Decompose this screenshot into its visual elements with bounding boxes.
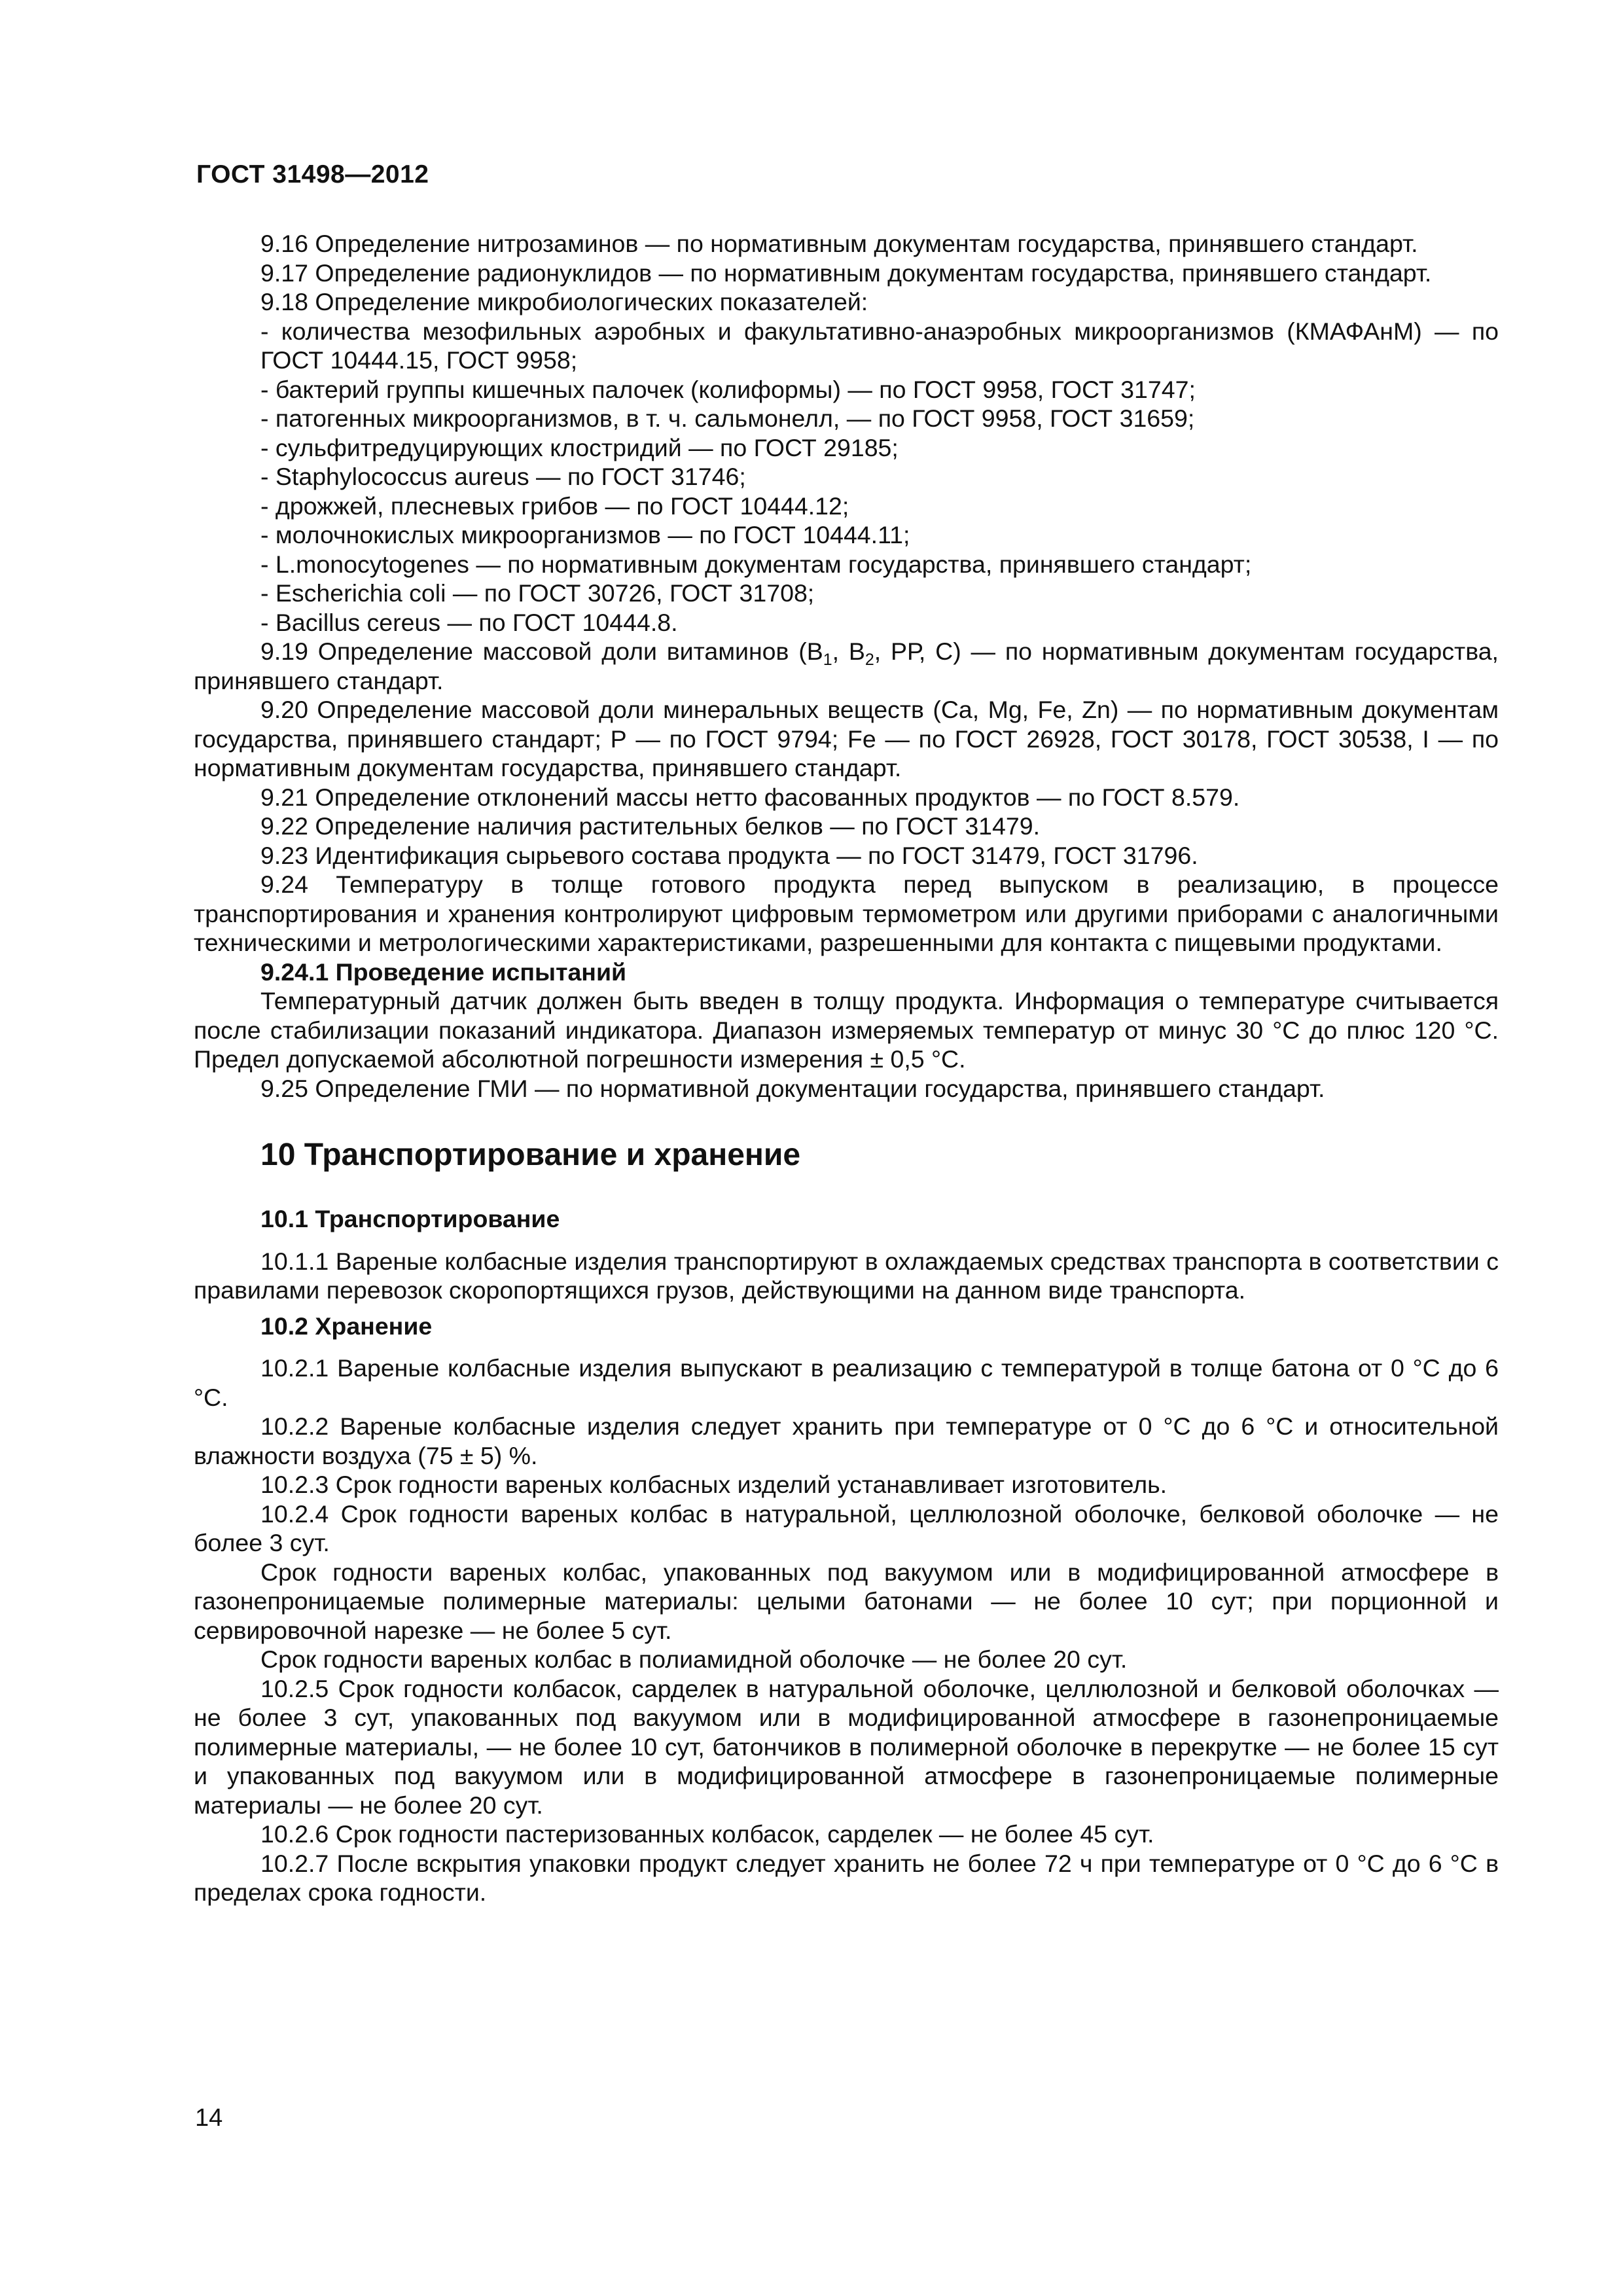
section-10-title: 10 Транспортирование и хранение: [260, 1138, 801, 1172]
list-item: - Staphylococcus aureus — по ГОСТ 31746;: [260, 463, 746, 490]
subscript-2: 2: [865, 651, 874, 669]
paragraph-9-18: 9.18 Определение микробиологических показателей:: [260, 288, 868, 315]
paragraph-10-2-3: 10.2.3 Срок годности вареных колбасных изделий устанавливает изготовитель.: [260, 1471, 1168, 1498]
paragraph-9-17: 9.17 Определение радионуклидов — по нормативным документам государства, принявшего стандарт.: [260, 259, 1432, 287]
paragraph-10-2-2: 10.2.2 Вареные колбасные изделия следует хранить при температуре от 0 °С до 6 °С и относительной влажности воздуха (75 ± 5) %.: [194, 1412, 1499, 1469]
paragraph-9-25: 9.25 Определение ГМИ — по нормативной документации государства, принявшего стандарт.: [260, 1074, 1325, 1102]
paragraph-9-19: [194, 637, 1499, 695]
list-item: - количества мезофильных аэробных и факультативно-анаэробных микроорганизмов (КМАФАнМ) — по ГОСТ 10444.15, ГОСТ 9958;: [260, 317, 1499, 374]
paragraph-10-2-6: 10.2.6 Срок годности пастеризованных колбасок, сарделек — не более 45 сут.: [260, 1820, 1154, 1848]
list-item: - патогенных микроорганизмов, в т. ч. сальмонелл, — по ГОСТ 9958, ГОСТ 31659;: [260, 404, 1195, 432]
paragraph-10-2-4-b: Срок годности вареных колбас, упакованных под вакуумом или в модифицированной атмосфере в газонепроницаемые полимерные материалы: целыми батонами — не более 10 сут; при порционной и сервировочной нарезке — не более 5 сут.: [194, 1558, 1499, 1644]
paragraph-9-19-part-c: , РР, С) — по нормативным документам государства, принявшего стандарт.: [194, 637, 1499, 694]
list-item: - Escherichia coli — по ГОСТ 30726, ГОСТ 31708;: [260, 579, 815, 607]
list-item: - бактерий группы кишечных палочек (колиформы) — по ГОСТ 9958, ГОСТ 31747;: [260, 375, 1196, 403]
paragraph-9-24-1: Температурный датчик должен быть введен в толщу продукта. Информация о температуре считывается после стабилизации показаний индикатора. Диапазон измеряемых температур от минус 30 °С до плюс 120 °С. Предел допускаемой абсолютной погрешности измерения ± 0,5 °С.: [194, 987, 1499, 1073]
subscript-1: 1: [823, 651, 832, 669]
document-code: ГОСТ 31498—2012: [196, 160, 429, 188]
paragraph-10-2-7: 10.2.7 После вскрытия упаковки продукт следует хранить не более 72 ч при температуре от 0 °С до 6 °С в пределах срока годности.: [194, 1849, 1499, 1906]
paragraph-9-19-part-a: 9.19 Определение массовой доли витаминов (В: [260, 637, 823, 665]
heading-9-24-1: 9.24.1 Проведение испытаний: [260, 958, 627, 986]
page-number: 14: [195, 2104, 223, 2132]
paragraph-9-20: 9.20 Определение массовой доли минеральных веществ (Ca, Mg, Fe, Zn) — по нормативным документам государства, принявшего стандарт; Р — по ГОСТ 9794; Fe — по ГОСТ 26928, ГОСТ 30178, ГОСТ 30538, I — по нормативным документам государства, принявшего стандарт.: [194, 696, 1499, 781]
list-item: - Bacillus cereus — по ГОСТ 10444.8.: [260, 608, 678, 636]
paragraph-10-2-5: 10.2.5 Срок годности колбасок, сарделек в натуральной оболочке, целлюлозной и белковой оболочках — не более 3 сут, упакованных под вакуумом или в модифицированной атмосфере в газонепроницаемые полимерные материалы, — не более 10 сут, батончиков в полимерной оболочке в перекрутке — не более 15 сут и упакованных под вакуумом или в модифицированной атмосфере в газонепроницаемые полимерные материалы — не более 20 сут.: [194, 1674, 1499, 1819]
paragraph-10-2-1: 10.2.1 Вареные колбасные изделия выпускают в реализацию с температурой в толще батона от 0 °С до 6 °С.: [194, 1354, 1499, 1411]
paragraph-9-21: 9.21 Определение отклонений массы нетто фасованных продуктов — по ГОСТ 8.579.: [260, 783, 1240, 811]
heading-10-2: 10.2 Хранение: [260, 1312, 433, 1340]
paragraph-10-2-4-c: Срок годности вареных колбас в полиамидной оболочке — не более 20 сут.: [260, 1645, 1128, 1673]
list-item: - дрожжей, плесневых грибов — по ГОСТ 10444.12;: [260, 492, 849, 520]
heading-10-1: 10.1 Транспортирование: [260, 1205, 560, 1232]
paragraph-10-1-1: 10.1.1 Вареные колбасные изделия транспортируют в охлаждаемых средствах транспорта в соответствии с правилами перевозок скоропортящихся грузов, действующими на данном виде транспорта.: [194, 1247, 1499, 1304]
paragraph-9-23: 9.23 Идентификация сырьевого состава продукта — по ГОСТ 31479, ГОСТ 31796.: [260, 841, 1198, 869]
paragraph-9-24: 9.24 Температуру в толще готового продукта перед выпуском в реализацию, в процессе транспортирования и хранения контролируют цифровым термометром или другими приборами с аналогичными техническими и метрологическими характеристиками, разрешенными для контакта с пищевыми продуктами.: [194, 870, 1499, 956]
document-body: [194, 229, 1499, 1907]
paragraph-9-16: 9.16 Определение нитрозаминов — по нормативным документам государства, принявшего стандарт.: [260, 230, 1418, 257]
list-item: - сульфитредуцирующих клостридий — по ГОСТ 29185;: [260, 433, 899, 461]
list-item: - L.monocytogenes — по нормативным документам государства, принявшего стандарт;: [260, 550, 1252, 578]
paragraph-10-2-4: 10.2.4 Срок годности вареных колбас в натуральной, целлюлозной оболочке, белковой оболочке — не более 3 сут.: [194, 1499, 1499, 1556]
paragraph-9-19-part-b: , В: [832, 637, 865, 665]
list-item: - молочнокислых микроорганизмов — по ГОСТ 10444.11;: [260, 521, 910, 548]
paragraph-9-22: 9.22 Определение наличия растительных белков — по ГОСТ 31479.: [260, 812, 1041, 840]
